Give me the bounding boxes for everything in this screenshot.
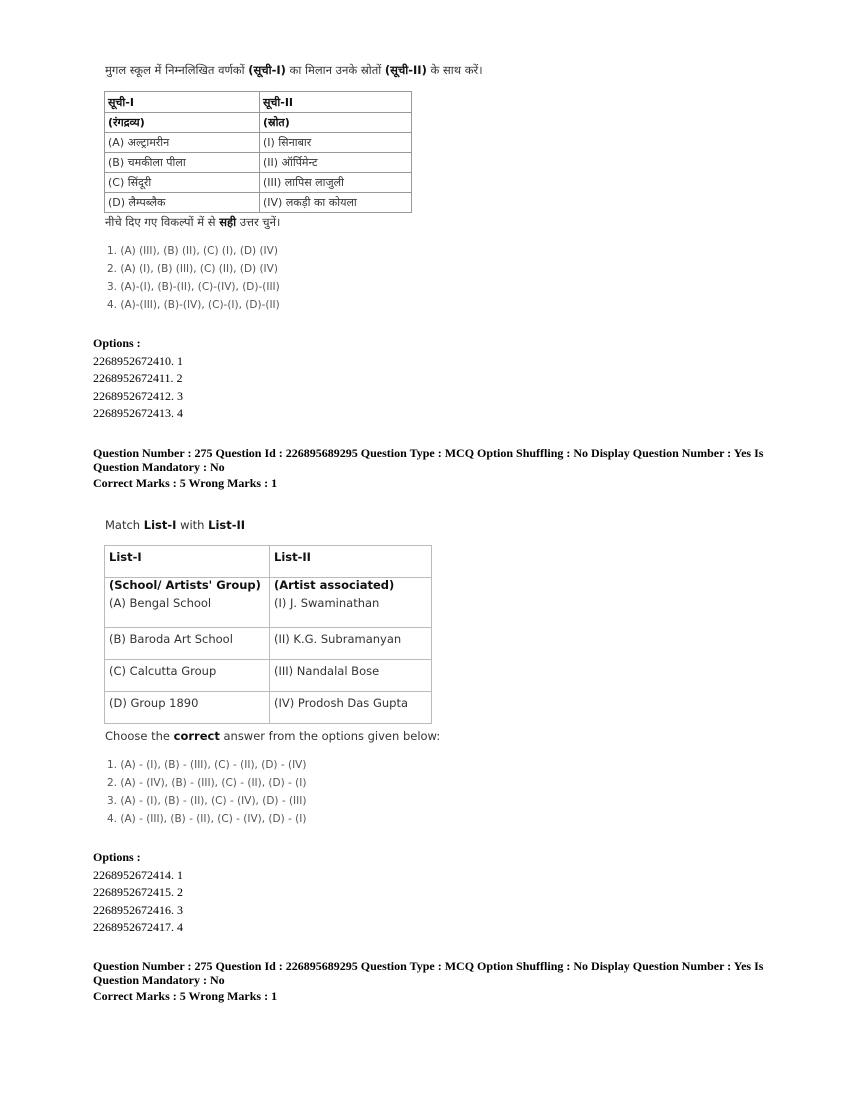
choice-item: 1. (A) - (I), (B) - (III), (C) - (II), (D) - (IV): [107, 759, 307, 771]
option-id: 2268952672417. 4: [93, 920, 183, 934]
question-1-choices: [107, 245, 280, 317]
marks-line: Correct Marks : 5 Wrong Marks : 1: [93, 476, 278, 490]
choice-item: 3. (A)-(I), (B)-(II), (C)-(IV), (D)-(III): [107, 281, 280, 293]
option-id: 2268952672416. 3: [93, 902, 183, 917]
choice-item: 4. (A)-(III), (B)-(IV), (C)-(I), (D)-(II): [107, 299, 280, 311]
table-subheader-1: (School/ Artists' Group): [105, 578, 270, 596]
option-id: 2268952672412. 3: [93, 388, 183, 403]
question-meta-1: [93, 446, 763, 490]
option-id: 2268952672413. 4: [93, 406, 183, 420]
option-id: 2268952672415. 2: [93, 885, 183, 899]
table-row: (A) अल्ट्रामरीन (I) सिनाबार: [105, 133, 412, 153]
question-meta-line: Question Mandatory : No: [93, 973, 225, 987]
table-row: (D) Group 1890 (IV) Prodosh Das Gupta: [105, 692, 432, 724]
options-label: Options :: [93, 336, 141, 350]
table-header-list-2: List-II: [270, 546, 432, 578]
table-subheader-2: (स्रोत): [260, 113, 412, 133]
question-2-stem: Match List-I with List-II: [105, 518, 246, 532]
table-row: (D) लैम्पब्लैक (IV) लकड़ी का कोयला: [105, 193, 412, 213]
question-1-match-table: [104, 91, 412, 213]
question-1-instruction: नीचे दिए गए विकल्पों में से सही उत्तर चुनें।: [105, 215, 281, 229]
options-label: Options :: [93, 850, 141, 864]
choice-item: 2. (A) - (IV), (B) - (III), (C) - (II), (D) - (I): [107, 777, 307, 789]
question-meta-line: Question Number : 275 Question Id : 226895689295 Question Type : MCQ Option Shuffling : No Display Question Number : Yes Is: [93, 959, 764, 973]
option-id: 2268952672414. 1: [93, 867, 183, 882]
choice-item: 2. (A) (I), (B) (III), (C) (II), (D) (IV): [107, 263, 278, 275]
choice-item: 1. (A) (III), (B) (II), (C) (I), (D) (IV): [107, 245, 278, 257]
table-row: (C) सिंदूरी (III) लापिस लाजुली: [105, 173, 412, 193]
question-2-instruction: Choose the correct answer from the options given below:: [105, 729, 441, 743]
table-header-list-2: सूची-II: [260, 92, 412, 113]
question-2-choices: [107, 759, 306, 831]
choice-item: 3. (A) - (I), (B) - (II), (C) - (IV), (D) - (III): [107, 795, 307, 807]
table-subheader-2: (Artist associated): [270, 578, 432, 596]
question-2-match-table: [104, 545, 432, 724]
table-row: (B) चमकीला पीला (II) ऑर्पिमेन्ट: [105, 153, 412, 173]
question-1-stem: मुगल स्कूल में निम्नलिखित वर्णकों (सूची-I) का मिलान उनके स्रोतों (सूची-II) के साथ करें।: [105, 63, 483, 77]
options-block-1: [93, 335, 183, 423]
option-id: 2268952672411. 2: [93, 371, 183, 385]
choice-item: 4. (A) - (III), (B) - (II), (C) - (IV), (D) - (I): [107, 813, 307, 825]
table-header-list-1: List-I: [105, 546, 270, 578]
table-header-list-1: सूची-I: [105, 92, 260, 113]
option-id: 2268952672410. 1: [93, 353, 183, 368]
table-row: (C) Calcutta Group (III) Nandalal Bose: [105, 660, 432, 692]
question-meta-line: Question Mandatory : No: [93, 460, 225, 474]
question-meta-line: Question Number : 275 Question Id : 226895689295 Question Type : MCQ Option Shuffling : No Display Question Number : Yes Is: [93, 446, 764, 460]
question-meta-2: [93, 959, 763, 1003]
table-row: (B) Baroda Art School (II) K.G. Subramanyan: [105, 628, 432, 660]
marks-line: Correct Marks : 5 Wrong Marks : 1: [93, 989, 278, 1003]
table-row: (A) Bengal School (I) J. Swaminathan: [105, 596, 432, 628]
options-block-2: [93, 849, 183, 937]
table-subheader-1: (रंगद्रव्य): [105, 113, 260, 133]
